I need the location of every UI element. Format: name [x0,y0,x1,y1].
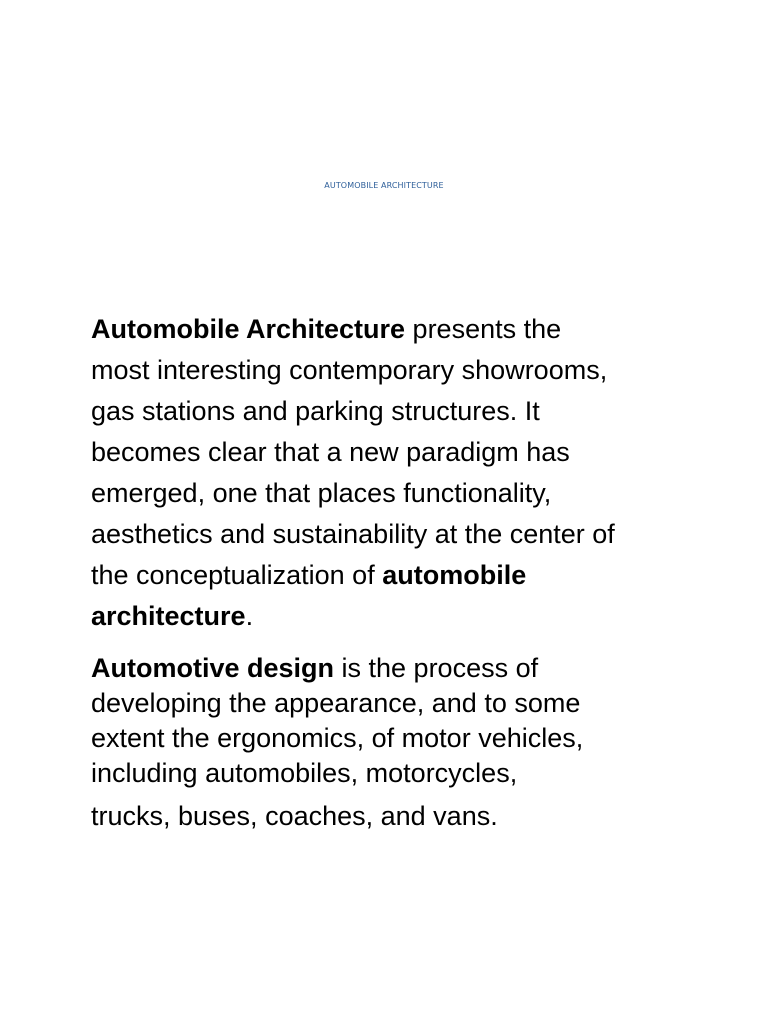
paragraph-line: trucks, buses, coaches, and vans. [91,801,498,831]
paragraph-line: most interesting contemporary showrooms, [91,355,608,385]
paragraph-line: aesthetics and sustainability at the center of [91,519,615,549]
paragraph-line: gas stations and parking structures. It [91,396,540,426]
paragraph-line [91,651,691,686]
paragraph-line [91,555,691,596]
bold-phrase: automobile [382,560,527,590]
intro-paragraph [91,309,691,637]
bold-phrase: architecture [91,601,246,631]
paragraph-line: extent the ergonomics, of motor vehicles, [91,723,584,753]
text-span: presents the [405,314,562,344]
paragraph-line: including automobiles, motorcycles, [91,758,518,788]
page-header-title: AUTOMOBILE ARCHITECTURE [324,181,444,190]
paragraph-line [91,309,691,350]
vehicles-paragraph [91,799,691,834]
bold-phrase: Automotive design [91,653,335,683]
paragraph-line [91,596,691,637]
paragraph-line: emerged, one that places functionality, [91,478,552,508]
paragraph-line: becomes clear that a new paradigm has [91,437,570,467]
bold-phrase: Automobile Architecture [91,314,406,344]
text-span: is the process of [334,653,539,683]
text-span: . [245,601,254,631]
text-span: the conceptualization of [91,560,383,590]
design-paragraph [91,651,691,791]
paragraph-line: developing the appearance, and to some [91,688,581,718]
